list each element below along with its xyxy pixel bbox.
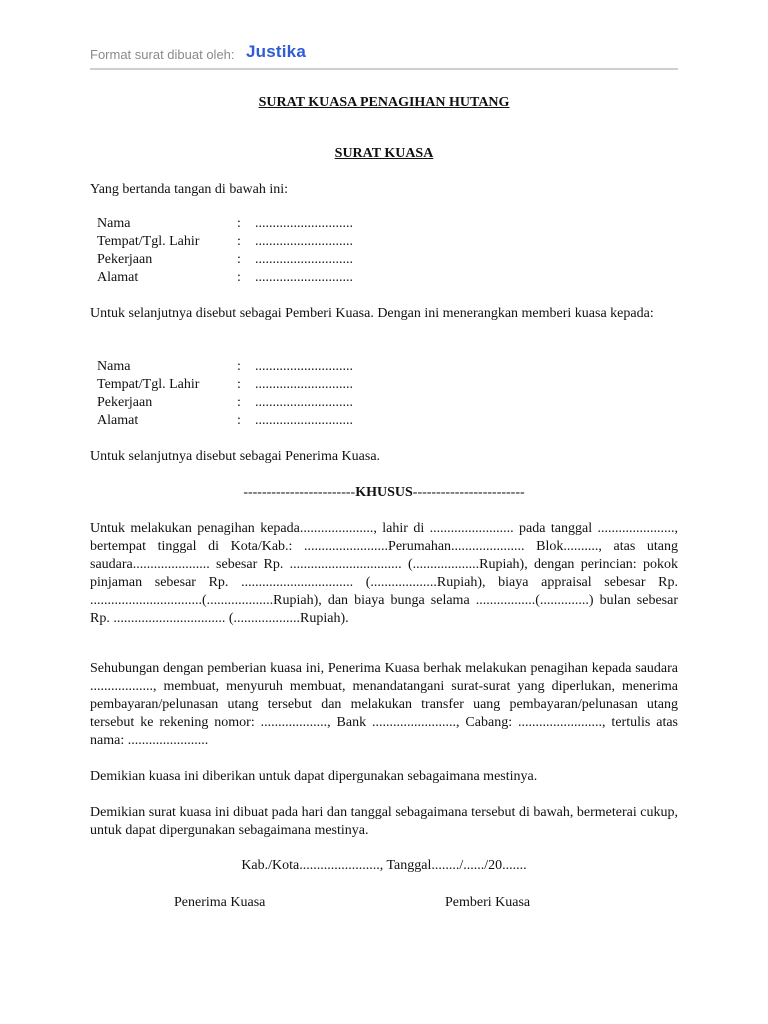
field-row (97, 215, 497, 233)
signature-penerima: Penerima Kuasa (174, 895, 266, 910)
penerima-fields (97, 358, 497, 430)
main-title: SURAT KUASA PENAGIHAN HUTANG (258, 95, 510, 110)
pemberi-fields (97, 215, 497, 287)
field-label: Alamat (97, 270, 139, 285)
field-row (97, 412, 497, 430)
penerima-kuasa-text: Untuk selanjutnya disebut sebagai Penerima Kuasa. (90, 449, 381, 464)
field-colon: : (237, 270, 241, 285)
field-value: ............................ (255, 359, 353, 374)
field-value: ............................ (255, 270, 353, 285)
field-row (97, 376, 497, 394)
paragraph-penagihan: Untuk melakukan penagihan kepada....................., lahir di ........................ pada tanggal ......................, bertempat tinggal di Kota/Kab.: ........................Perumahan..................... Blok.........., atas utang saudara...................... sebesar Rp. ................................ (...................Rupiah), dengan perincian: pokok pinjaman sebesar Rp. ................................ (...................Rupiah), biaya appraisal sebesar Rp. ................................(...................Rupiah), dan biaya bunga selama .................(..............) bulan sebesar Rp. ................................ (...................Rupiah). (90, 521, 678, 626)
field-row (97, 394, 497, 412)
sub-title: SURAT KUASA (334, 146, 434, 161)
field-label: Nama (97, 359, 131, 374)
field-value: ............................ (255, 216, 353, 231)
paragraph-demikian-kuasa: Demikian kuasa ini diberikan untuk dapat dipergunakan sebagaimana mestinya. (90, 769, 538, 784)
field-colon: : (237, 234, 241, 249)
field-colon: : (237, 359, 241, 374)
field-label: Pekerjaan (97, 252, 153, 267)
intro-text: Yang bertanda tangan di bawah ini: (90, 182, 289, 197)
field-value: ............................ (255, 413, 353, 428)
field-colon: : (237, 395, 241, 410)
paragraph-demikian-surat: Demikian surat kuasa ini dibuat pada hari dan tanggal sebagaimana tersebut di bawah, bermeterai cukup, untuk dapat dipergunakan sebagaimana mestinya. (90, 805, 678, 838)
field-colon: : (237, 216, 241, 231)
khusus-divider (90, 484, 678, 502)
field-value: ............................ (255, 395, 353, 410)
field-colon: : (237, 413, 241, 428)
field-colon: : (237, 252, 241, 267)
field-row (97, 358, 497, 376)
field-value: ............................ (255, 234, 353, 249)
brand-logo: Justika (246, 42, 306, 61)
field-row (97, 251, 497, 269)
field-label: Tempat/Tgl. Lahir (97, 234, 200, 249)
field-value: ............................ (255, 252, 353, 267)
place-date-line: Kab./Kota......................., Tanggal......../....../20....... (241, 858, 527, 873)
field-row (97, 233, 497, 251)
field-colon: : (237, 377, 241, 392)
field-value: ............................ (255, 377, 353, 392)
khusus-heading: KHUSUS (355, 485, 413, 500)
field-label: Alamat (97, 413, 139, 428)
document-header (90, 44, 678, 70)
header-prefix: Format surat dibuat oleh: (90, 47, 235, 62)
pemberi-kuasa-text: Untuk selanjutnya disebut sebagai Pemberi Kuasa. Dengan ini menerangkan memberi kuasa kepada: (90, 306, 654, 321)
field-label: Tempat/Tgl. Lahir (97, 377, 200, 392)
field-label: Nama (97, 216, 131, 231)
signature-pemberi: Pemberi Kuasa (445, 895, 531, 910)
field-row (97, 269, 497, 287)
divider-right: ------------------------ (412, 485, 525, 500)
divider-left: ------------------------ (243, 485, 356, 500)
field-label: Pekerjaan (97, 395, 153, 410)
paragraph-hak-penerima: Sehubungan dengan pemberian kuasa ini, Penerima Kuasa berhak melakukan penagihan kepada saudara .................., membuat, menyuruh membuat, menandatangani surat-surat yang diperlukan, menerima pembayaran/pelunasan utang tersebut dan melakukan transfer uang pembayaran/pelunasan utang tersebut ke rekening nomor: ..................., Bank ........................, Cabang: ........................, tertulis atas nama: ....................... (90, 661, 678, 748)
